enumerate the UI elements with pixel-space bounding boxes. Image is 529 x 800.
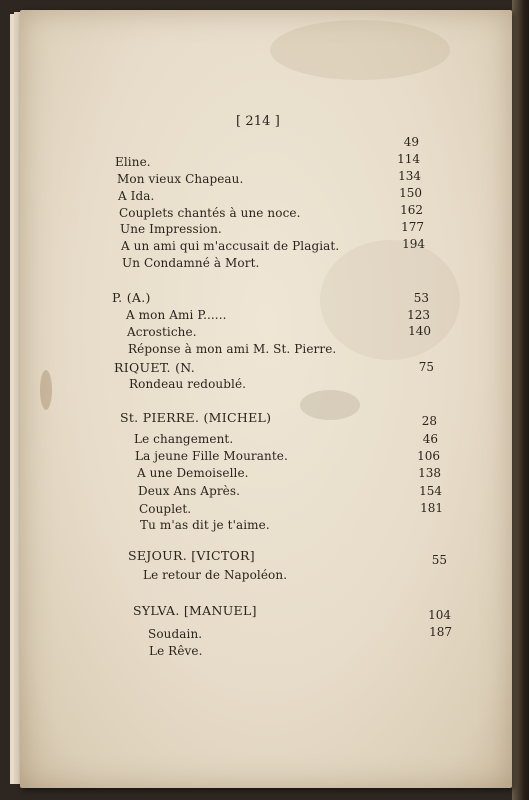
page-ref: 75 (418, 360, 434, 374)
page-ref: 46 (422, 432, 438, 446)
book-spine (512, 0, 529, 800)
page-ref: 177 (401, 220, 424, 234)
page-ref: 134 (398, 169, 421, 183)
entry-title: A un ami qui m'accusait de Plagiat. (121, 239, 340, 253)
entry-title: Deux Ans Après. (138, 484, 241, 498)
page-ref: 154 (419, 484, 442, 498)
stain (40, 370, 52, 410)
page-ref: 104 (428, 608, 451, 622)
entry-title: Tu m'as dit je t'aime. (140, 518, 270, 532)
entry-title: Mon vieux Chapeau. (117, 172, 244, 186)
author-heading: P. (A.) (112, 290, 151, 305)
page-ref: 49 (403, 135, 419, 149)
entry-title: Le retour de Napoléon. (143, 568, 288, 582)
page-ref: 114 (397, 152, 420, 166)
page-ref: 138 (418, 466, 441, 480)
entry-title: A Ida. (118, 189, 155, 203)
page-ref: 106 (417, 449, 440, 463)
entry-title: Acrostiche. (127, 325, 197, 339)
entry-title: Couplets chantés à une noce. (119, 206, 301, 220)
author-heading: RIQUET. (N. (114, 360, 195, 375)
page-ref: 140 (408, 324, 431, 338)
entry-title: Réponse à mon ami M. St. Pierre. (128, 342, 337, 356)
entry-title: Une Impression. (120, 222, 222, 236)
stain (270, 20, 450, 80)
entry-title: La jeune Fille Mourante. (135, 449, 288, 463)
page-ref: 28 (421, 414, 437, 428)
entry-title: A mon Ami P...... (126, 308, 227, 322)
entry-title: Couplet. (139, 502, 192, 516)
page-ref: 55 (431, 553, 447, 567)
page-ref: 187 (429, 625, 452, 639)
entry-title: Soudain. (148, 627, 203, 641)
page-ref: 181 (420, 501, 443, 515)
entry-title: Un Condamné à Mort. (122, 256, 260, 270)
entry-title: Le changement. (134, 432, 234, 446)
page-ref: 123 (407, 308, 430, 322)
entry-title: Eline. (115, 155, 151, 169)
page-ref: 162 (400, 203, 423, 217)
page-ref: 53 (413, 291, 429, 305)
author-heading: SYLVA. [MANUEL] (133, 603, 257, 618)
entry-title: A une Demoiselle. (137, 466, 249, 480)
entry-title: Le Rêve. (149, 644, 203, 658)
stain (300, 390, 360, 420)
author-heading: St. PIERRE. (MICHEL) (120, 410, 272, 425)
entry-title: Rondeau redoublé. (129, 377, 247, 391)
author-heading: SEJOUR. [VICTOR] (128, 548, 255, 563)
page-ref: 194 (402, 237, 425, 251)
page-ref: 150 (399, 186, 422, 200)
page-number: [ 214 ] (236, 114, 280, 129)
